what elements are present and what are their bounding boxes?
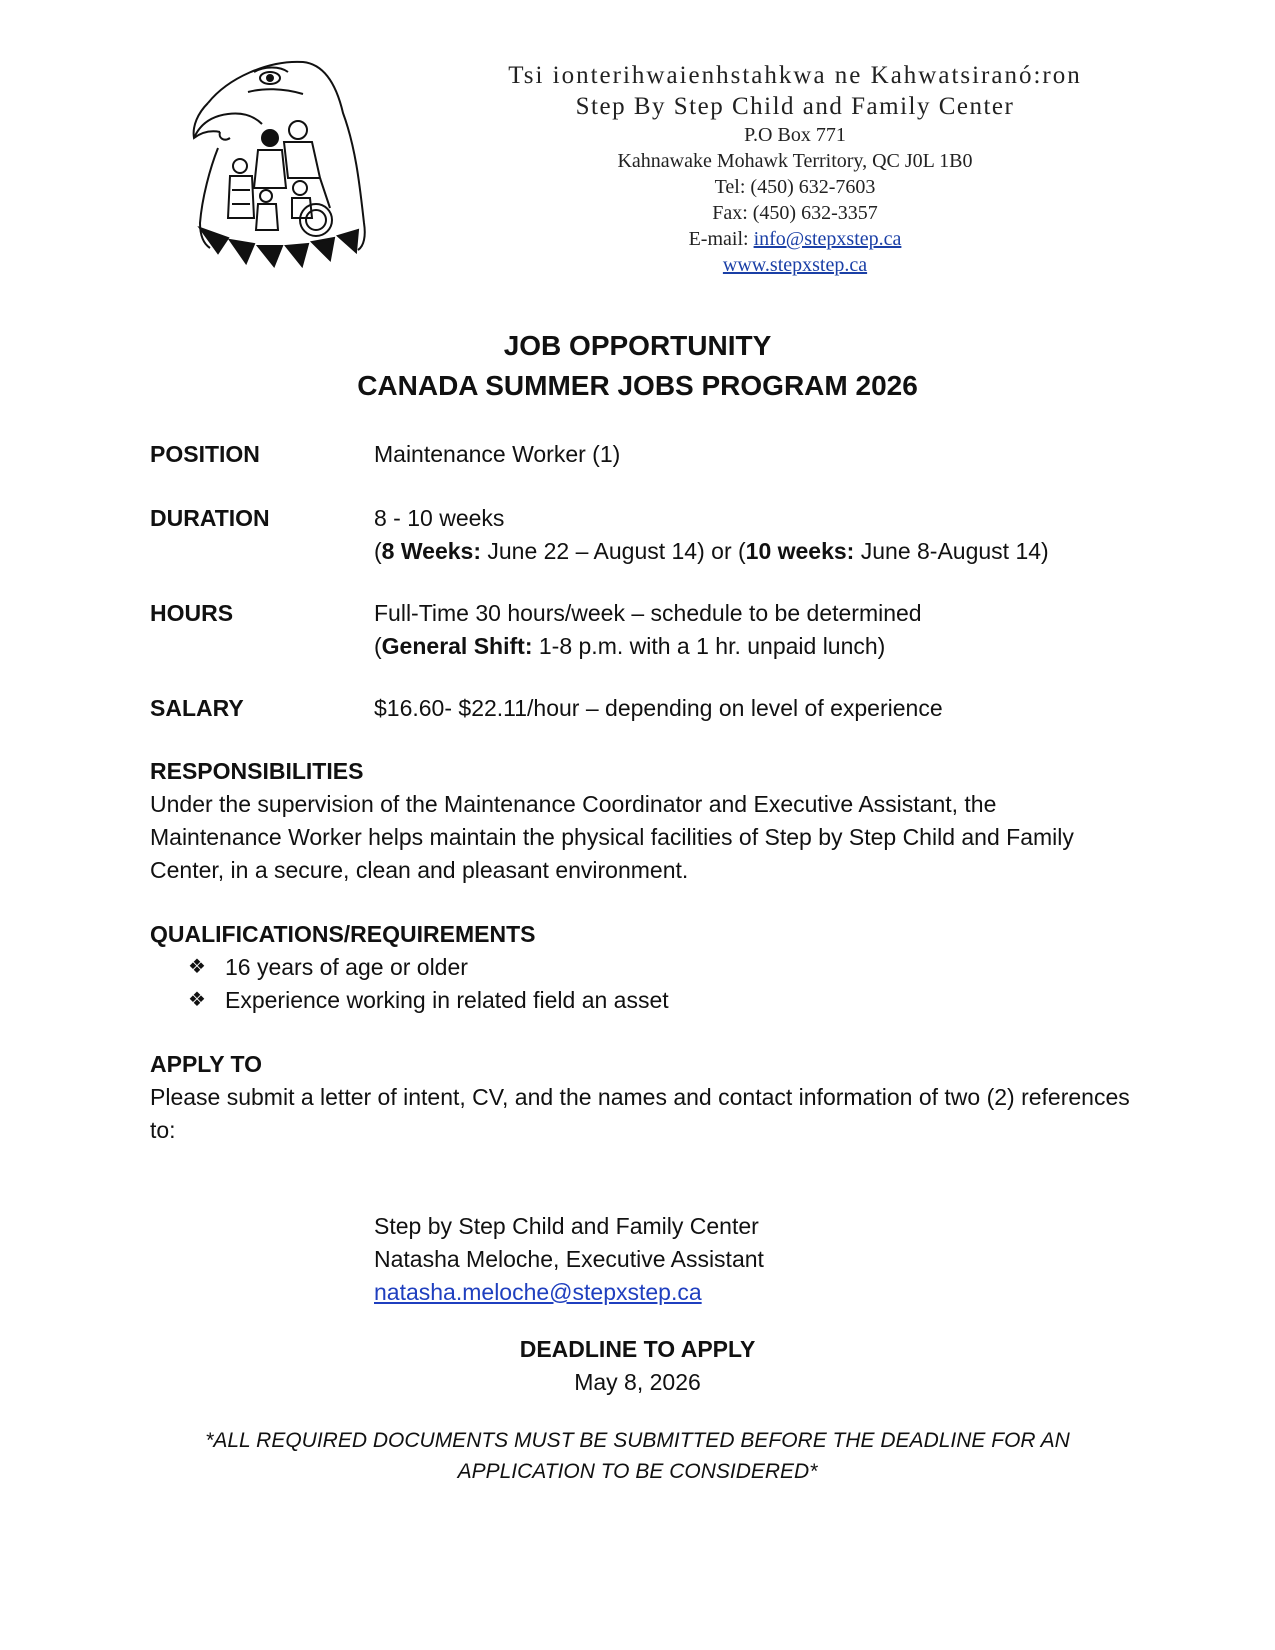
salary-value: $16.60- $22.11/hour – depending on level of experience bbox=[374, 695, 943, 721]
list-item: ❖ Experience working in related field an asset bbox=[188, 984, 1130, 1017]
fax: Fax: (450) 632-3357 bbox=[712, 202, 878, 224]
website-link[interactable]: www.stepxstep.ca bbox=[722, 254, 868, 276]
email-label: E-mail: bbox=[688, 228, 754, 250]
org-name-english: Step By Step Child and Family Center bbox=[575, 93, 1015, 120]
position-value: Maintenance Worker (1) bbox=[374, 441, 621, 467]
apply-text: Please submit a letter of intent, CV, and the names and contact information of two (2) references to: bbox=[150, 1084, 1130, 1143]
org-name-mohawk: Tsi ionterihwaienhstahkwa ne Kahwatsiranó:ron bbox=[508, 62, 1082, 89]
email-link[interactable]: info@stepxstep.ca bbox=[753, 228, 902, 250]
title-line-1: JOB OPPORTUNITY bbox=[503, 330, 772, 361]
hours-value bbox=[374, 597, 1134, 663]
position-label: POSITION bbox=[150, 441, 260, 467]
duration-detail: (8 Weeks: June 22 – August 14) or (10 weeks: June 8-August 14) bbox=[374, 538, 1049, 564]
email-line bbox=[440, 226, 1150, 252]
responsibilities-heading: RESPONSIBILITIES bbox=[150, 758, 364, 784]
apply-contact: Natasha Meloche, Executive Assistant bbox=[374, 1246, 764, 1272]
note-line-2: APPLICATION TO BE CONSIDERED* bbox=[457, 1460, 818, 1483]
list-item: ❖ 16 years of age or older bbox=[188, 951, 1130, 984]
deadline-heading: DEADLINE TO APPLY bbox=[519, 1336, 756, 1362]
hours-shift: (General Shift: 1-8 p.m. with a 1 hr. unpaid lunch) bbox=[374, 633, 886, 659]
apply-org: Step by Step Child and Family Center bbox=[374, 1213, 759, 1239]
apply-heading: APPLY TO bbox=[150, 1051, 263, 1077]
responsibilities-section bbox=[150, 755, 1130, 887]
eagle-family-logo bbox=[188, 58, 378, 268]
qualifications-section bbox=[150, 918, 1130, 1017]
deadline-date: May 8, 2026 bbox=[574, 1369, 701, 1395]
page-title bbox=[0, 326, 1275, 406]
note-line-1: *ALL REQUIRED DOCUMENTS MUST BE SUBMITTED BEFORE THE DEADLINE FOR AN bbox=[205, 1429, 1070, 1452]
apply-address bbox=[374, 1210, 764, 1309]
duration-label: DURATION bbox=[150, 505, 270, 531]
apply-email-link[interactable]: natasha.meloche@stepxstep.ca bbox=[374, 1279, 702, 1305]
hours-label: HOURS bbox=[150, 600, 234, 626]
duration-value bbox=[374, 502, 1134, 568]
responsibilities-text: Under the supervision of the Maintenance Coordinator and Executive Assistant, the Maintenance Worker helps maintain the physical facilities of Step by Step Child and Family Center, in a secure, clean and pleasant environment. bbox=[150, 791, 1074, 883]
qualifications-heading: QUALIFICATIONS/REQUIREMENTS bbox=[150, 921, 536, 947]
salary-label: SALARY bbox=[150, 695, 244, 721]
hours-schedule: Full-Time 30 hours/week – schedule to be determined bbox=[374, 600, 922, 626]
letterhead bbox=[440, 60, 1150, 278]
address: Kahnawake Mohawk Territory, QC J0L 1B0 bbox=[617, 150, 973, 172]
diamond-bullet-icon: ❖ bbox=[188, 956, 206, 978]
title-line-2: CANADA SUMMER JOBS PROGRAM 2026 bbox=[357, 370, 918, 401]
deadline-block bbox=[0, 1333, 1275, 1399]
duration-range: 8 - 10 weeks bbox=[374, 505, 505, 531]
diamond-bullet-icon: ❖ bbox=[188, 989, 206, 1011]
po-box: P.O Box 771 bbox=[744, 124, 846, 146]
submission-note bbox=[0, 1425, 1275, 1487]
apply-section bbox=[150, 1048, 1130, 1147]
telephone: Tel: (450) 632-7603 bbox=[714, 176, 876, 198]
